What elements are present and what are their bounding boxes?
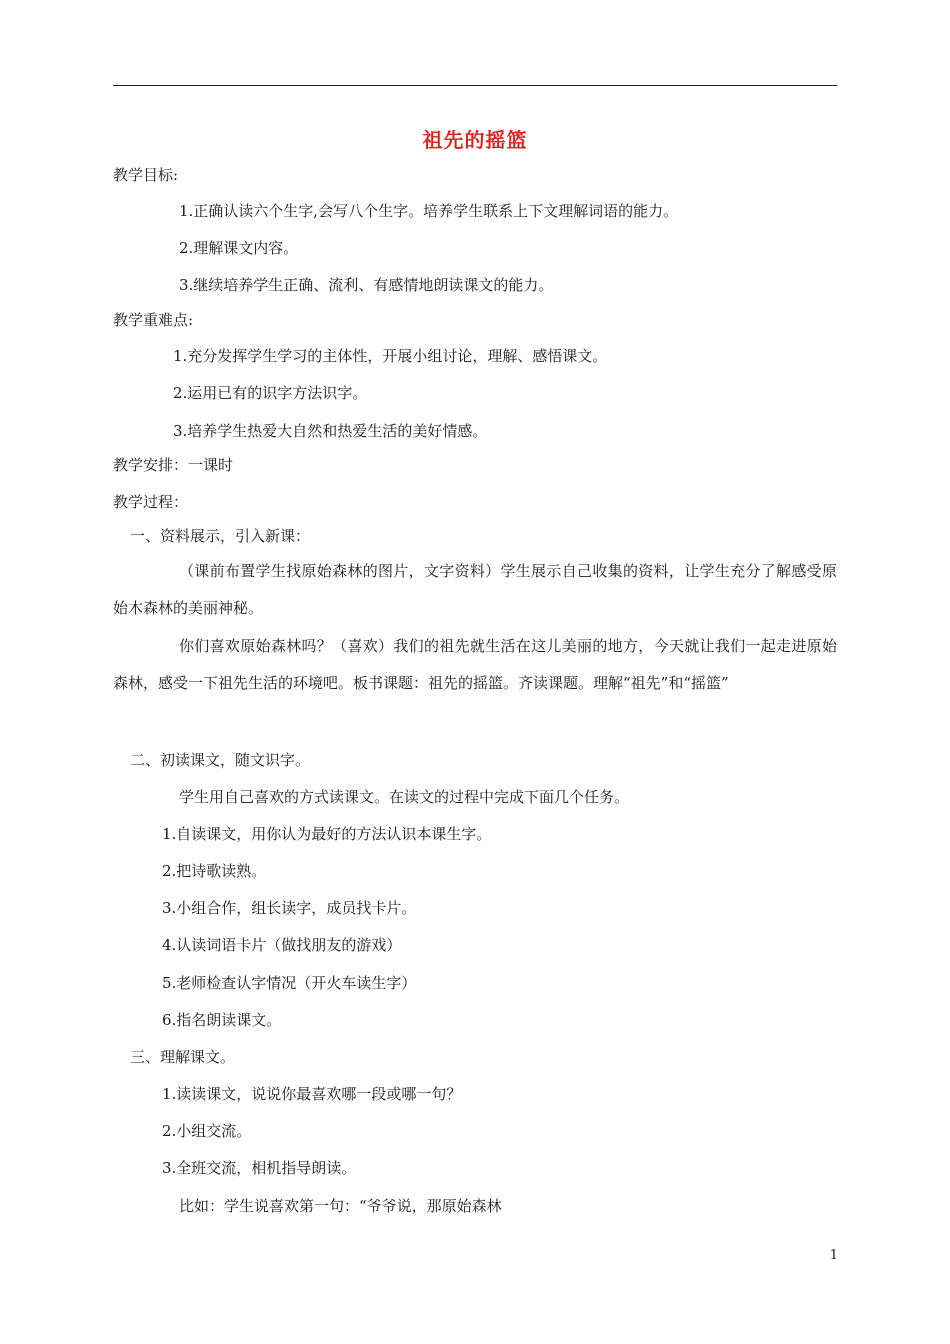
page-number: 1 — [829, 1248, 838, 1263]
arrangement-line: 教学安排：一课时 — [113, 456, 234, 474]
key-point-item-1: 1.充分发挥学生学习的主体性，开展小组讨论，理解、感悟课文。 — [173, 347, 608, 365]
part3-heading: 三、理解课文。 — [130, 1048, 236, 1066]
part2-item-5: 5.老师检查认字情况（开火车读生字） — [162, 974, 417, 992]
process-heading: 教学过程： — [113, 493, 189, 511]
section-heading-key-points: 教学重难点: — [113, 311, 194, 329]
page-title: 祖先的摇篮 — [422, 128, 528, 152]
part1-paragraph-2: 你们喜欢原始森林吗？（喜欢）我们的祖先就生活在这儿美丽的地方，今天就让我们一起走进原始森林，感受一下祖先生活的环境吧。板书课题：祖先的摇篮。齐读课题。理解“祖先”和“摇篮” — [113, 637, 837, 692]
part2-item-6: 6.指名朗读课文。 — [162, 1011, 282, 1029]
part3-item-2: 2.小组交流。 — [162, 1122, 252, 1140]
part2-item-2: 2.把诗歌读熟。 — [162, 862, 267, 880]
part2-intro: 学生用自己喜欢的方式读课文。在读文的过程中完成下面几个任务。 — [179, 788, 630, 806]
goal-item-3: 3.继续培养学生正确、流利、有感情地朗读课文的能力。 — [179, 276, 554, 294]
part2-item-3: 3.小组合作，组长读字，成员找卡片。 — [162, 899, 417, 917]
header-rule — [113, 85, 837, 86]
goal-item-2: 2.理解课文内容。 — [179, 239, 299, 257]
section-heading-goals: 教学目标: — [113, 166, 179, 184]
part2-item-1: 1.自读课文，用你认为最好的方法认识本课生字。 — [162, 825, 492, 843]
part2-heading: 二、初读课文，随文识字。 — [130, 751, 311, 769]
key-point-item-3: 3.培养学生热爱大自然和热爱生活的美好情感。 — [173, 422, 488, 440]
part1-paragraph-1: （课前布置学生找原始森林的图片，文字资料）学生展示自己收集的资料，让学生充分了解感受原始木森林的美丽神秘。 — [113, 562, 837, 617]
part1-heading: 一、资料展示，引入新课： — [130, 527, 311, 545]
part3-example: 比如：学生说喜欢第一句：“爷爷说，那原始森林 — [179, 1197, 502, 1215]
goal-item-1: 1.正确认读六个生字,会写八个生字。培养学生联系上下文理解词语的能力。 — [179, 202, 679, 220]
part3-item-1: 1.读读课文，说说你最喜欢哪一段或哪一句？ — [162, 1085, 462, 1103]
key-point-item-2: 2.运用已有的识字方法识字。 — [173, 384, 368, 402]
part2-item-4: 4.认读词语卡片（做找朋友的游戏） — [162, 936, 402, 954]
part3-item-3: 3.全班交流，相机指导朗读。 — [162, 1159, 357, 1177]
